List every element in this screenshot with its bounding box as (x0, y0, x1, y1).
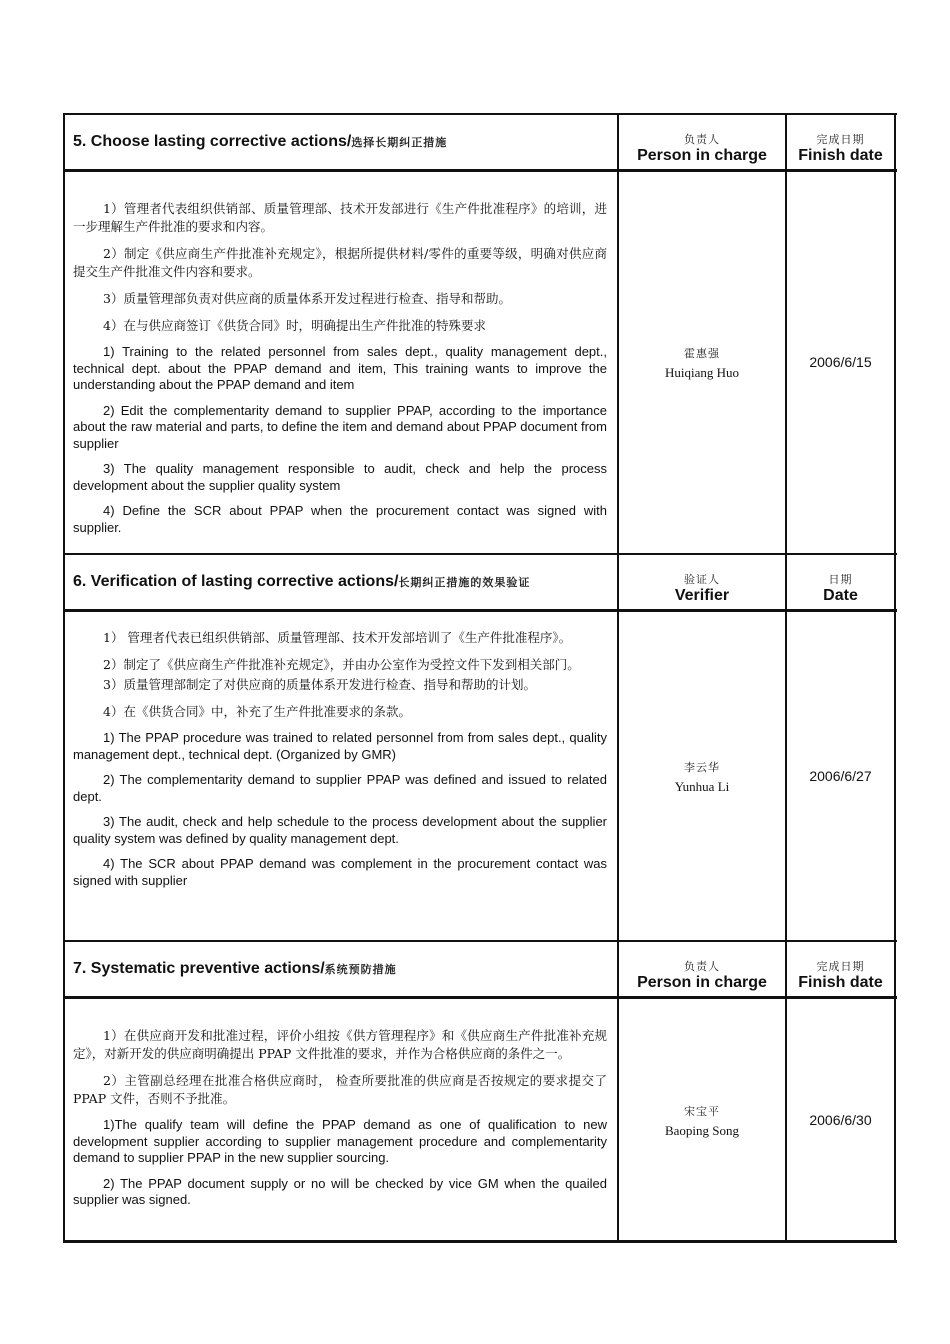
paragraph: 2）主管副总经理在批准合格供应商时， 检查所要批准的供应商是否按规定的要求提交了 PPAP 文件，否则不予批准。 (73, 1073, 607, 1106)
header-en-label: Finish date (798, 147, 883, 164)
person-name-en: Yunhua Li (674, 779, 730, 794)
header-en-label: Finish date (798, 974, 883, 991)
header-en-label: Date (823, 587, 858, 604)
person-name-en: Baoping Song (664, 1123, 740, 1138)
paragraph: 3) The audit, check and help schedule to the process development about the supplier quality system was defined by quality management dept. (73, 814, 607, 846)
section-6-content (63, 629, 617, 939)
header-cn-label: 负责人 (684, 960, 720, 973)
verifier-header (619, 555, 785, 609)
person-in-charge-header (619, 115, 785, 169)
section-title-cn: 长期纠正措施的效果验证 (398, 576, 531, 589)
paragraph: 4）在《供货合同》中，补充了生产件批准要求的条款。 (103, 704, 411, 719)
person-name-en: Huiqiang Huo (664, 365, 740, 380)
paragraph: 2）制定了《供应商生产件批准补充规定》，并由办公室作为受控文件下发到相关部门。 (103, 657, 580, 672)
header-cn-label: 日期 (828, 573, 853, 586)
header-en-label: Person in charge (637, 147, 767, 164)
table-border-right (894, 113, 896, 1243)
paragraph: 2) The complementarity demand to supplier PPAP was defined and issued to related dept. (73, 772, 607, 804)
section-title-en: 7. Systematic preventive actions/ (73, 960, 325, 977)
person-name-cn: 宋宝平 (684, 1105, 720, 1118)
paragraph: 4) The SCR about PPAP demand was complement in the procurement contact was signed with supplier (73, 856, 607, 888)
section-7-title (63, 942, 617, 996)
row-divider (63, 609, 897, 612)
actions-table (63, 113, 897, 1243)
person-in-charge-cell (619, 345, 785, 381)
paragraph: 1） 管理者代表已组织供销部、质量管理部、技术开发部培训了《生产件批准程序》。 (103, 630, 572, 645)
paragraph: 1）在供应商开发和批准过程，评价小组按《供方管理程序》和《供应商生产件批准补充规定》，对新开发的供应商明确提出 PPAP 文件批准的要求，并作为合格供应商的条件之一。 (73, 1028, 607, 1061)
finish-date-value: 2006/6/30 (809, 1112, 872, 1128)
section-title-en: 6. Verification of lasting corrective actions/ (73, 573, 399, 590)
person-name-cn: 霍惠强 (684, 347, 720, 360)
section-title-cn: 系统预防措施 (324, 963, 397, 976)
header-cn-label: 验证人 (684, 573, 720, 586)
row-divider (63, 996, 897, 999)
person-in-charge-cell (619, 1103, 785, 1139)
header-cn-label: 完成日期 (816, 133, 865, 146)
person-name-cn: 李云华 (684, 761, 720, 774)
section-7-content (63, 1027, 617, 1239)
paragraph: 2) The PPAP document supply or no will be checked by vice GM when the quailed supplier was signed. (73, 1175, 607, 1207)
paragraph: 2）制定《供应商生产件批准补充规定》，根据所提供材料/零件的重要等级，明确对供应商提交生产件批准文件内容和要求。 (73, 246, 607, 279)
header-en-label: Verifier (674, 587, 730, 604)
section-title-en: 5. Choose lasting corrective actions/ (73, 133, 352, 150)
person-in-charge-header (619, 942, 785, 996)
paragraph: 1）管理者代表组织供销部、质量管理部、技术开发部进行《生产件批准程序》的培训，进一步理解生产件批准的要求和内容。 (73, 201, 607, 234)
date-value: 2006/6/27 (809, 768, 872, 784)
column-divider (617, 113, 619, 1243)
paragraph: 1)The qualify team will define the PPAP demand as one of qualification to new development supplier according to supplier management procedure and complementarity demand to supplier PPAP in the new supplier sourcing. (73, 1117, 607, 1165)
paragraph: 3）质量管理部制定了对供应商的质量体系开发进行检查、指导和帮助的计划。 (103, 677, 536, 692)
paragraph: 3) The quality management responsible to audit, check and help the process development about the supplier quality system (73, 461, 607, 493)
finish-date-header (787, 942, 894, 996)
section-6-title (63, 555, 617, 609)
date-header (787, 555, 894, 609)
finish-date-value: 2006/6/15 (809, 354, 872, 370)
header-cn-label: 完成日期 (816, 960, 865, 973)
column-divider (785, 113, 787, 1243)
header-cn-label: 负责人 (684, 133, 720, 146)
finish-date-header (787, 115, 894, 169)
section-5-title (63, 115, 617, 169)
verifier-cell (619, 759, 785, 795)
row-divider (63, 1240, 897, 1243)
section-5-content (63, 200, 617, 550)
paragraph: 1) Training to the related personnel from sales dept., quality management dept., technical dept. about the PPAP demand and item, This training wants to improve the understanding about the PPAP demand and item (73, 344, 607, 392)
row-divider (63, 169, 897, 172)
paragraph: 4）在与供应商签订《供货合同》时，明确提出生产件批准的特殊要求 (103, 318, 486, 333)
paragraph: 4) Define the SCR about PPAP when the procurement contact was signed with supplier. (73, 503, 607, 535)
section-title-cn: 选择长期纠正措施 (351, 136, 448, 149)
header-en-label: Person in charge (637, 974, 767, 991)
paragraph: 3）质量管理部负责对供应商的质量体系开发过程进行检查、指导和帮助。 (103, 291, 511, 306)
paragraph: 1) The PPAP procedure was trained to related personnel from from sales dept., quality management dept., technical dept. (Organized by GMR) (73, 730, 607, 762)
paragraph: 2) Edit the complementarity demand to supplier PPAP, according to the importance about the raw material and parts, to define the item and demand about PPAP document from supplier (73, 402, 607, 451)
